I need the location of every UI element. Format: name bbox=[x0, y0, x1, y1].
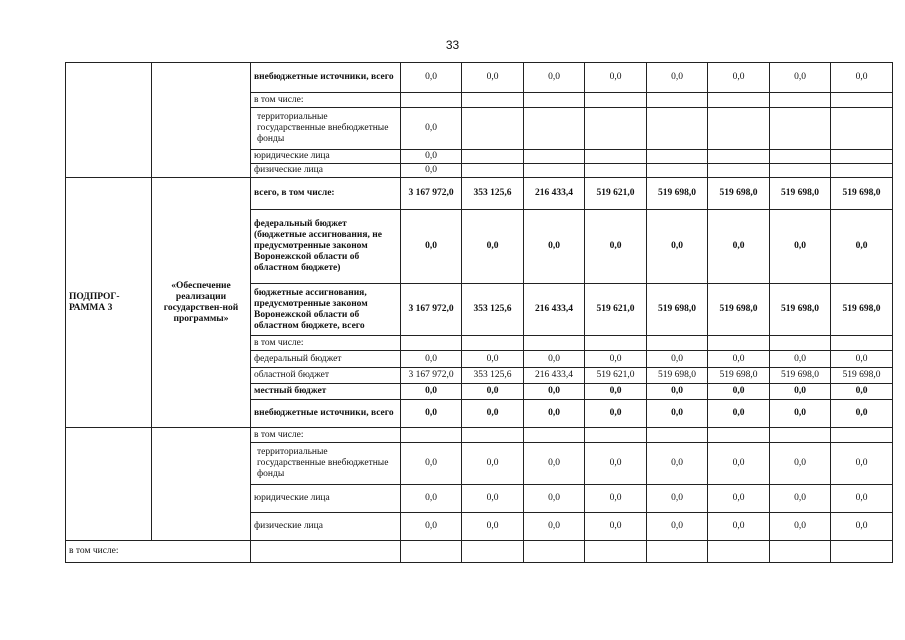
value-cell: 0,0 bbox=[708, 513, 770, 541]
value-cell: 0,0 bbox=[770, 443, 831, 485]
value-cell: 0,0 bbox=[585, 210, 647, 284]
value-cell: 0,0 bbox=[647, 443, 708, 485]
value-cell: 0,0 bbox=[524, 485, 585, 513]
value-cell: 0,0 bbox=[585, 443, 647, 485]
value-cell: 0,0 bbox=[647, 351, 708, 368]
value-cell: 0,0 bbox=[524, 513, 585, 541]
value-cell: 0,0 bbox=[462, 351, 524, 368]
value-cell: 0,0 bbox=[462, 443, 524, 485]
value-cell: 0,0 bbox=[585, 63, 647, 93]
value-cell: 0,0 bbox=[524, 210, 585, 284]
row-label: в том числе: bbox=[251, 336, 401, 351]
value-cell: 0,0 bbox=[524, 443, 585, 485]
value-cell: 0,0 bbox=[708, 384, 770, 400]
value-cell: 3 167 972,0 bbox=[401, 368, 462, 384]
value-cell: 0,0 bbox=[585, 384, 647, 400]
value-cell: 0,0 bbox=[401, 384, 462, 400]
value-cell: 0,0 bbox=[831, 513, 893, 541]
value-cell: 519 621,0 bbox=[585, 178, 647, 210]
value-cell: 519 698,0 bbox=[647, 178, 708, 210]
value-cell: 0,0 bbox=[401, 443, 462, 485]
row-label: внебюджетные источники, всего bbox=[251, 63, 401, 93]
table-row bbox=[66, 178, 893, 210]
row-label: физические лица bbox=[251, 513, 401, 541]
value-cell: 519 698,0 bbox=[770, 178, 831, 210]
value-cell: 216 433,4 bbox=[524, 284, 585, 336]
value-cell: 0,0 bbox=[647, 63, 708, 93]
value-cell: 0,0 bbox=[401, 400, 462, 428]
value-cell: 0,0 bbox=[647, 400, 708, 428]
table-body bbox=[66, 63, 893, 563]
value-cell: 216 433,4 bbox=[524, 368, 585, 384]
value-cell: 216 433,4 bbox=[524, 178, 585, 210]
table-row bbox=[66, 428, 893, 443]
value-cell: 519 698,0 bbox=[770, 368, 831, 384]
value-cell: 0,0 bbox=[831, 63, 893, 93]
value-cell: 0,0 bbox=[462, 210, 524, 284]
value-cell: 0,0 bbox=[647, 384, 708, 400]
row-label: федеральный бюджет (бюджетные ассигнования, не предусмотренные законом Воронежской области об областном бюджете) bbox=[251, 210, 401, 284]
value-cell: 0,0 bbox=[401, 63, 462, 93]
value-cell: 519 698,0 bbox=[647, 368, 708, 384]
row-label: бюджетные ассигнования, предусмотренные законом Воронежской области об областном бюджете, всего bbox=[251, 284, 401, 336]
row-label: юридические лица bbox=[251, 485, 401, 513]
row-label: федеральный бюджет bbox=[251, 351, 401, 368]
value-cell: 0,0 bbox=[831, 210, 893, 284]
value-cell: 0,0 bbox=[708, 443, 770, 485]
value-cell: 519 698,0 bbox=[647, 284, 708, 336]
value-cell: 0,0 bbox=[831, 400, 893, 428]
value-cell: 0,0 bbox=[524, 384, 585, 400]
value-cell: 0,0 bbox=[462, 384, 524, 400]
value-cell: 0,0 bbox=[647, 210, 708, 284]
value-cell: 0,0 bbox=[401, 351, 462, 368]
value-cell: 0,0 bbox=[462, 513, 524, 541]
program-code: ПОДПРОГ-РАММА 3 bbox=[66, 178, 152, 428]
funding-table bbox=[65, 62, 893, 563]
row-label: территориальные государственные внебюджетные фонды bbox=[251, 443, 401, 485]
empty-cell bbox=[152, 428, 251, 541]
value-cell: 519 621,0 bbox=[585, 368, 647, 384]
value-cell: 0,0 bbox=[708, 210, 770, 284]
value-cell: 519 698,0 bbox=[708, 178, 770, 210]
value-cell: 0,0 bbox=[708, 63, 770, 93]
value-cell: 0,0 bbox=[770, 384, 831, 400]
empty-cell bbox=[152, 63, 251, 178]
row-label: областной бюджет bbox=[251, 368, 401, 384]
value-cell: 0,0 bbox=[831, 443, 893, 485]
value-cell: 0,0 bbox=[770, 513, 831, 541]
row-label: в том числе: bbox=[251, 428, 401, 443]
value-cell: 0,0 bbox=[401, 108, 462, 150]
empty-cell bbox=[66, 428, 152, 541]
value-cell: 0,0 bbox=[708, 400, 770, 428]
value-cell: 0,0 bbox=[462, 400, 524, 428]
value-cell: 519 698,0 bbox=[708, 368, 770, 384]
value-cell: 0,0 bbox=[524, 400, 585, 428]
table-row bbox=[66, 541, 893, 563]
row-label: территориальные государственные внебюджетные фонды bbox=[251, 108, 401, 150]
footer-label: в том числе: bbox=[66, 541, 251, 563]
value-cell: 0,0 bbox=[585, 351, 647, 368]
value-cell: 0,0 bbox=[770, 485, 831, 513]
value-cell: 0,0 bbox=[770, 63, 831, 93]
value-cell: 0,0 bbox=[585, 485, 647, 513]
value-cell: 0,0 bbox=[524, 63, 585, 93]
empty-cell bbox=[66, 63, 152, 178]
row-label: внебюджетные источники, всего bbox=[251, 400, 401, 428]
value-cell: 0,0 bbox=[524, 351, 585, 368]
value-cell: 519 621,0 bbox=[585, 284, 647, 336]
value-cell: 519 698,0 bbox=[831, 178, 893, 210]
value-cell: 519 698,0 bbox=[770, 284, 831, 336]
table-row bbox=[66, 63, 893, 93]
value-cell: 0,0 bbox=[647, 485, 708, 513]
value-cell: 0,0 bbox=[462, 63, 524, 93]
value-cell: 0,0 bbox=[708, 485, 770, 513]
value-cell: 0,0 bbox=[831, 485, 893, 513]
value-cell: 3 167 972,0 bbox=[401, 178, 462, 210]
value-cell: 3 167 972,0 bbox=[401, 284, 462, 336]
value-cell: 0,0 bbox=[770, 351, 831, 368]
value-cell: 0,0 bbox=[401, 210, 462, 284]
value-cell: 0,0 bbox=[831, 351, 893, 368]
row-label: всего, в том числе: bbox=[251, 178, 401, 210]
value-cell: 0,0 bbox=[585, 400, 647, 428]
row-label: физические лица bbox=[251, 164, 401, 178]
value-cell: 353 125,6 bbox=[462, 178, 524, 210]
value-cell: 0,0 bbox=[401, 513, 462, 541]
value-cell: 0,0 bbox=[401, 485, 462, 513]
row-label: в том числе: bbox=[251, 93, 401, 108]
value-cell: 353 125,6 bbox=[462, 284, 524, 336]
value-cell: 0,0 bbox=[401, 164, 462, 178]
value-cell: 0,0 bbox=[462, 485, 524, 513]
value-cell: 0,0 bbox=[831, 384, 893, 400]
value-cell: 0,0 bbox=[585, 513, 647, 541]
value-cell: 0,0 bbox=[770, 210, 831, 284]
value-cell: 0,0 bbox=[770, 400, 831, 428]
value-cell: 519 698,0 bbox=[831, 368, 893, 384]
value-cell: 0,0 bbox=[401, 150, 462, 164]
value-cell: 519 698,0 bbox=[831, 284, 893, 336]
row-label: местный бюджет bbox=[251, 384, 401, 400]
program-name: «Обеспечение реализации государствен-ной программы» bbox=[152, 178, 251, 428]
value-cell: 353 125,6 bbox=[462, 368, 524, 384]
row-label: юридические лица bbox=[251, 150, 401, 164]
value-cell: 0,0 bbox=[708, 351, 770, 368]
page-number: 33 bbox=[445, 38, 460, 52]
value-cell: 519 698,0 bbox=[708, 284, 770, 336]
value-cell: 0,0 bbox=[647, 513, 708, 541]
